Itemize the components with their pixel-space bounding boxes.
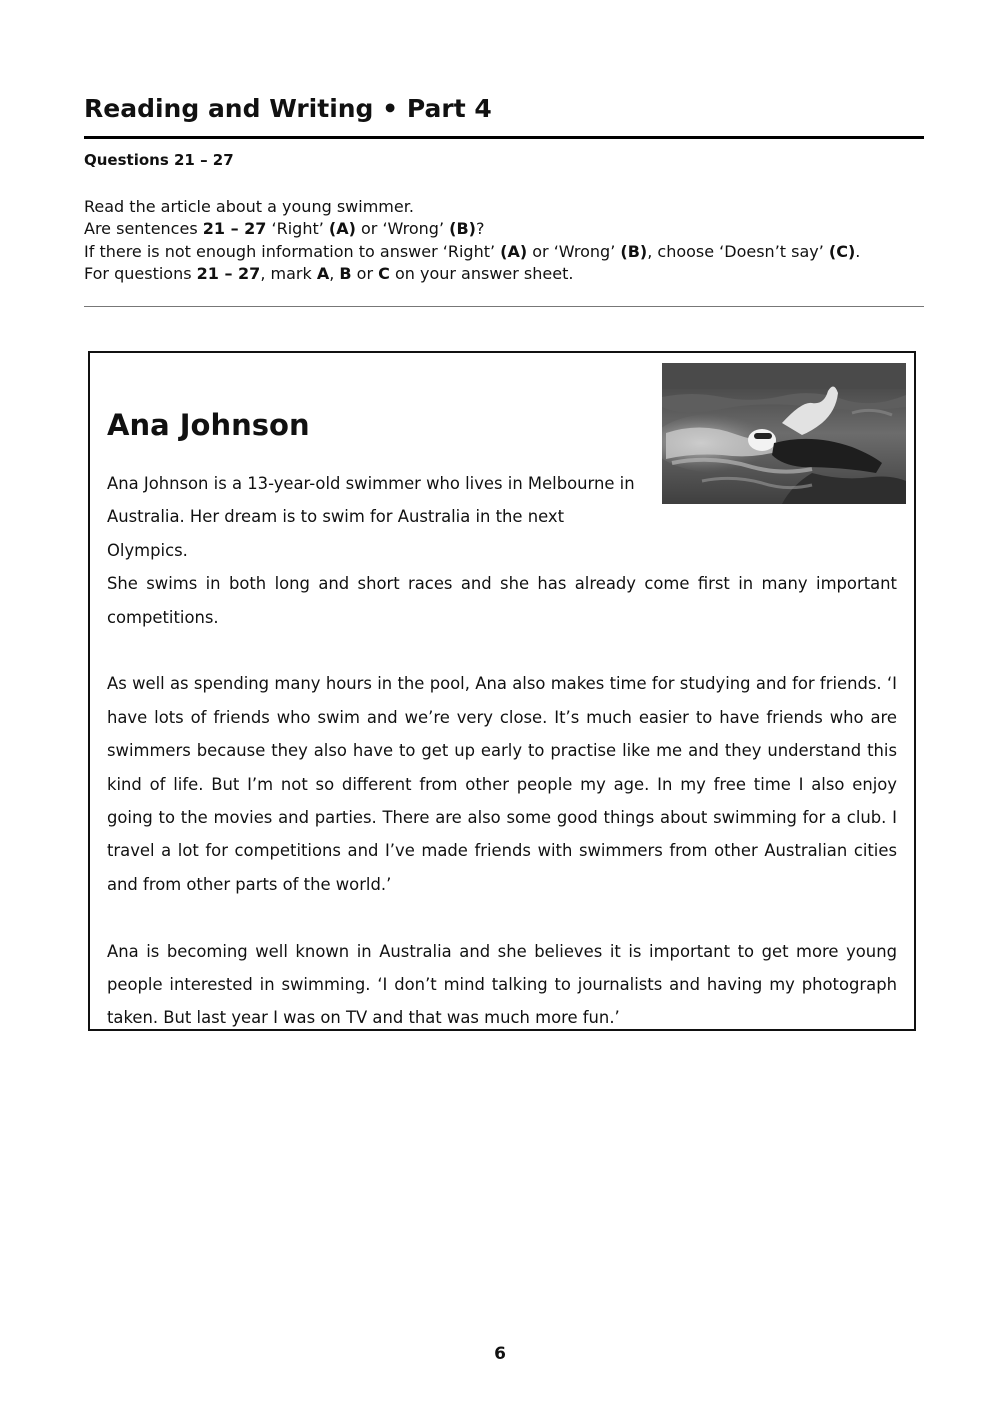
instructions — [84, 196, 924, 285]
article-intro: Ana Johnson is a 13-year-old swimmer who lives in Melbourne in Australia. Her dream is to swim for Australia in the next Olympics. — [107, 474, 635, 560]
instruction-line-4: For questions 21 – 27, mark A, B or C on your answer sheet. — [84, 263, 574, 283]
article-body — [107, 467, 897, 1035]
article-paragraph-1-cont: She swims in both long and short races and she has already come first in many important competitions. — [107, 574, 897, 627]
instructions-divider — [84, 306, 924, 307]
article-box — [88, 351, 916, 1031]
title-divider — [84, 136, 924, 139]
page-number: 6 — [494, 1344, 506, 1364]
instruction-line-3: If there is not enough information to answer ‘Right’ (A) or ‘Wrong’ (B), choose ‘Doesn’t say’ (C). — [84, 241, 861, 261]
article-paragraph-1 — [107, 467, 897, 634]
instruction-line-2: Are sentences 21 – 27 ‘Right’ (A) or ‘Wrong’ (B)? — [84, 219, 485, 239]
instruction-line-1: Read the article about a young swimmer. — [84, 197, 414, 216]
article-title: Ana Johnson — [107, 408, 310, 442]
questions-label: Questions 21 – 27 — [84, 151, 234, 169]
section-title: Reading and Writing • Part 4 — [84, 94, 492, 123]
article-paragraph-3: Ana is becoming well known in Australia and she believes it is important to get more young people interested in swimming. ‘I don’t mind talking to journalists and having my photograph taken. But last year I was on TV and that was much more fun.’ — [107, 941, 897, 1028]
article-paragraph-2: As well as spending many hours in the pool, Ana also makes time for studying and for friends. ‘I have lots of friends who swim and we’re very close. It’s much easier to have friends who are swimmers because they also have to get up early to practise like me and they understand this kind of life. But I’m not so different from other people my age. In my free time I also enjoy going to the movies and parties. There are also some good things about swimming for a club. I travel a lot for competitions and I’ve made friends with swimmers from other Australian cities and from other parts of the world.’ — [107, 674, 897, 894]
